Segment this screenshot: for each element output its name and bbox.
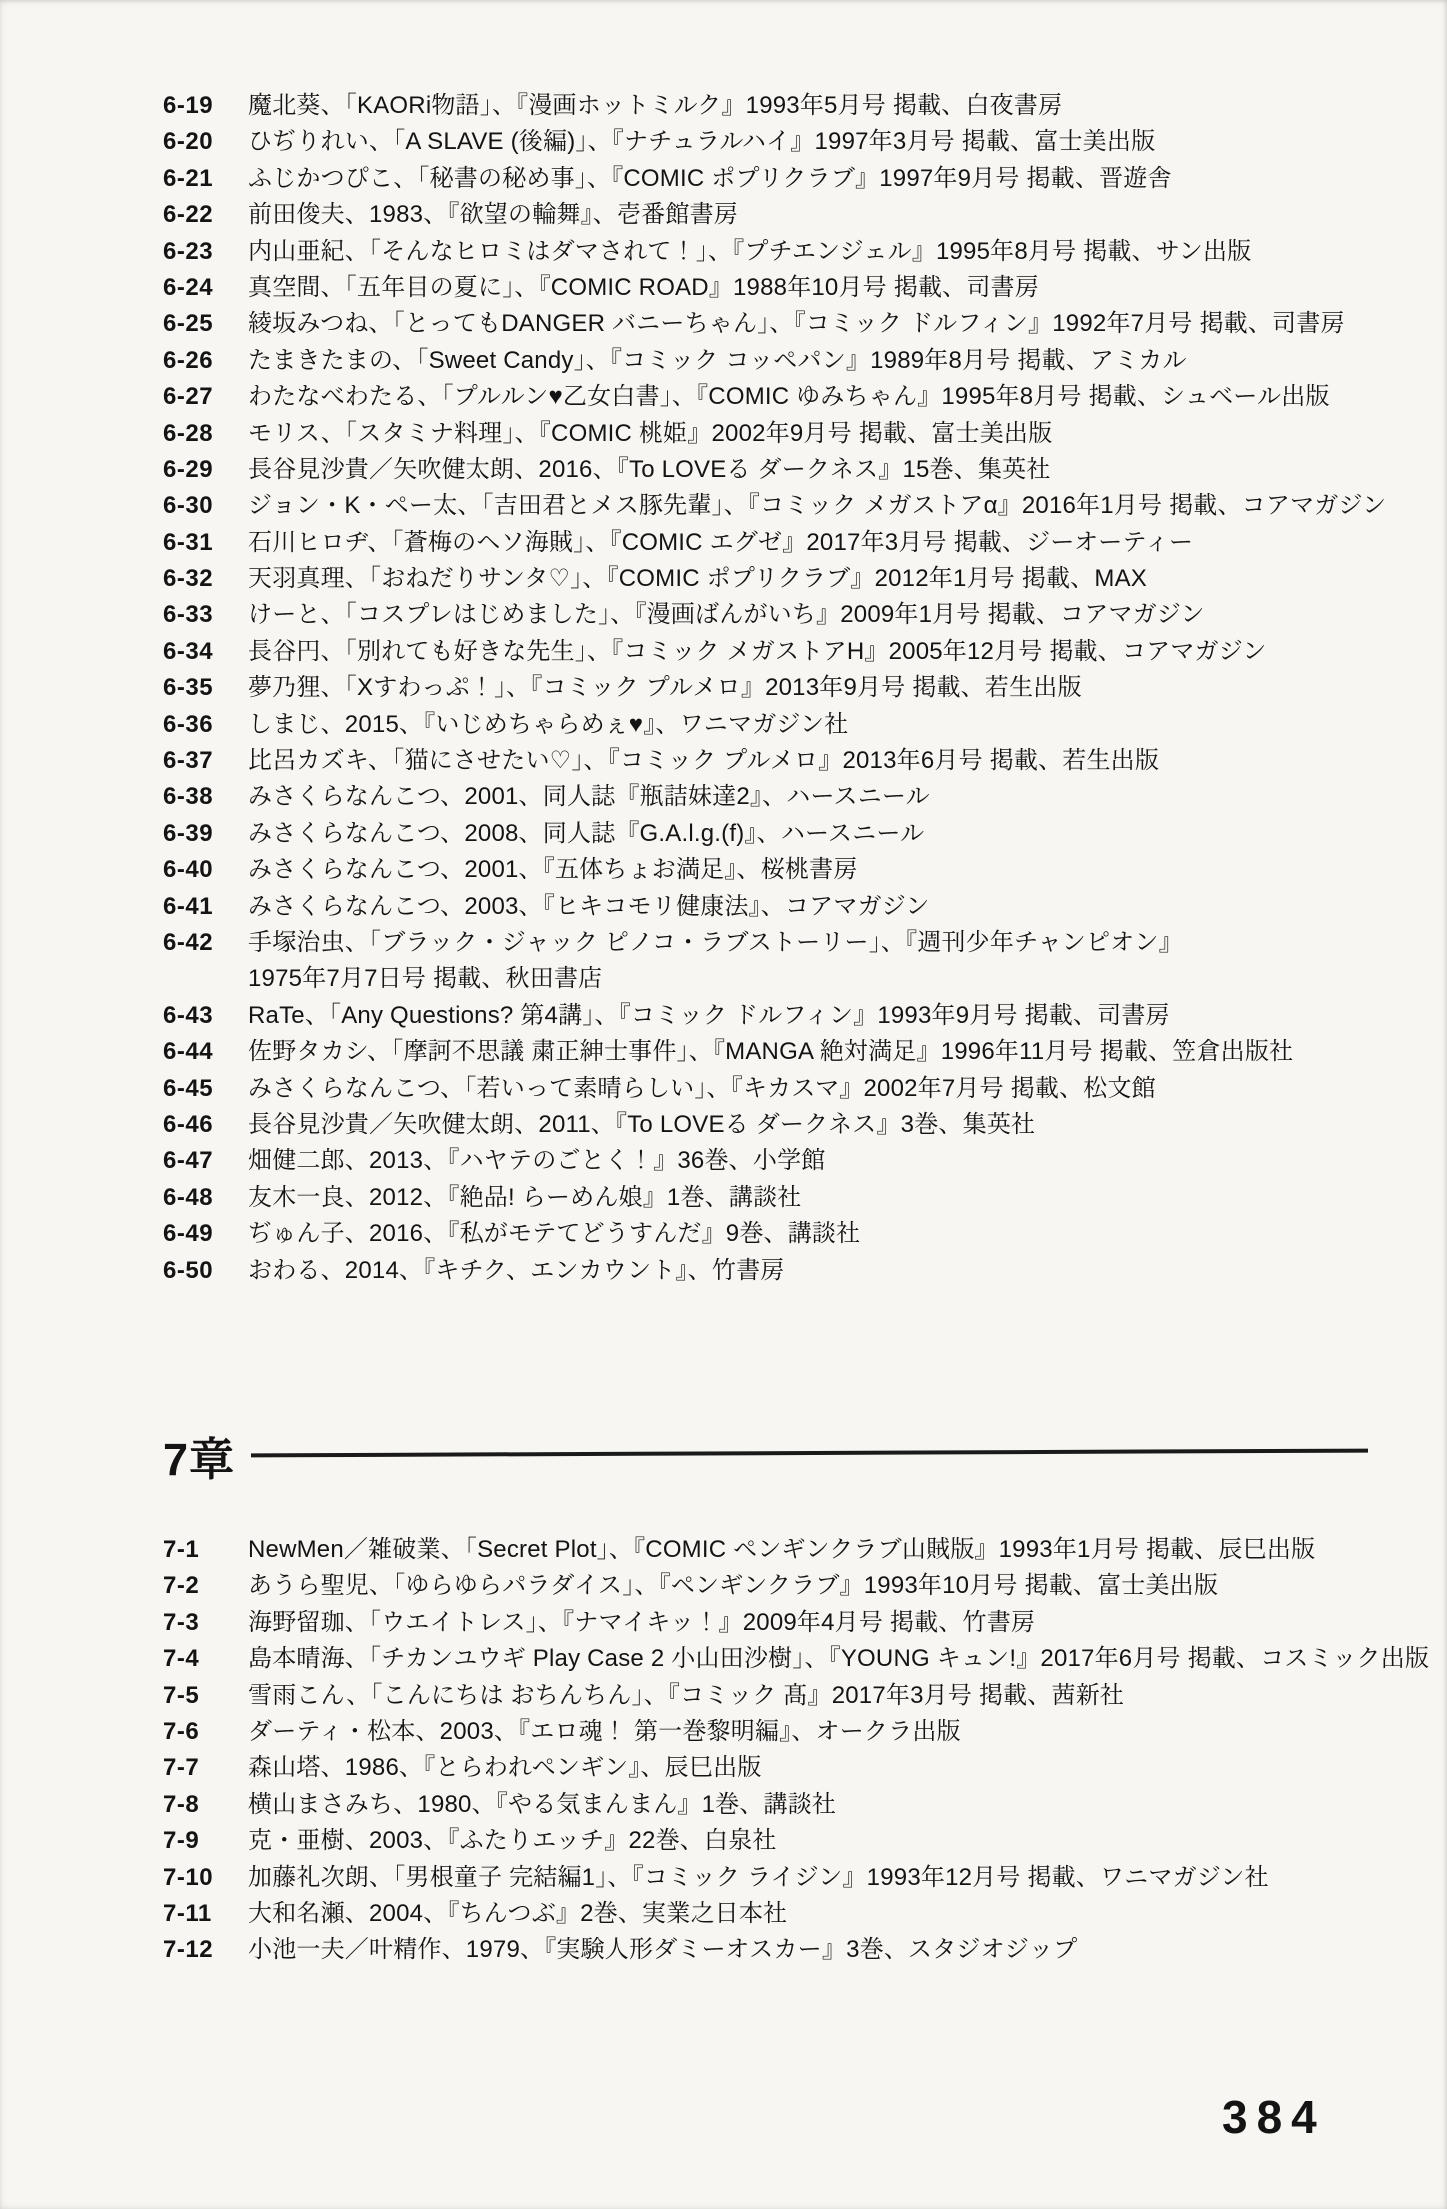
reference-entry bbox=[163, 1787, 1429, 1823]
reference-entry-number: 6-35 bbox=[163, 674, 214, 702]
reference-entry-text: 小池一夫／叶精作、1979、『実験人形ダミーオスカー』3巻、スタジオジップ bbox=[248, 1936, 1078, 1964]
reference-entry bbox=[163, 670, 1386, 706]
reference-entry bbox=[163, 597, 1386, 633]
reference-entry-text: 友木一良、2012、『絶品! らーめん娘』1巻、講談社 bbox=[248, 1183, 802, 1211]
reference-entry-number: 7-7 bbox=[163, 1754, 200, 1782]
reference-entry bbox=[163, 1896, 1429, 1932]
reference-entry bbox=[163, 416, 1386, 452]
reference-entry bbox=[163, 1253, 1386, 1289]
reference-entry-text: 克・亜樹、2003、『ふたりエッチ』22巻、白泉社 bbox=[248, 1827, 777, 1855]
reference-entry-text: 天羽真理、「おねだりサンタ♡」、『COMIC ポプリクラブ』2012年1月号 掲載、MAX bbox=[248, 565, 1147, 593]
reference-entry bbox=[163, 889, 1386, 925]
reference-entry-number: 7-3 bbox=[163, 1608, 200, 1636]
reference-entry-number: 6-41 bbox=[163, 892, 214, 920]
reference-entry-text: 海野留珈、「ウエイトレス」、『ナマイキッ！』2009年4月号 掲載、竹書房 bbox=[248, 1608, 1036, 1636]
reference-entry-text: 前田俊夫、1983、『欲望の輪舞』、壱番館書房 bbox=[248, 201, 738, 229]
reference-entry-number: 6-30 bbox=[163, 492, 214, 520]
page-number: 384 bbox=[1222, 2091, 1326, 2143]
reference-entry bbox=[163, 925, 1386, 961]
reference-entry-text: おわる、2014、『キチク、エンカウント』、竹書房 bbox=[248, 1256, 785, 1284]
chapter7-heading-rule bbox=[251, 1448, 1368, 1457]
reference-entry-number: 6-43 bbox=[163, 1001, 214, 1029]
reference-entry bbox=[163, 1216, 1386, 1252]
reference-entry-text: わたなべわたる、「プルルン♥乙女白書」、『COMIC ゆみちゃん』1995年8月号 掲載、シュベール出版 bbox=[248, 383, 1330, 411]
chapter6-reference-list bbox=[163, 88, 1386, 1289]
reference-entry bbox=[163, 1532, 1429, 1568]
reference-entry-number: 6-46 bbox=[163, 1110, 214, 1138]
reference-entry bbox=[163, 1678, 1429, 1714]
chapter7-section-heading bbox=[163, 1434, 1368, 1485]
reference-entry bbox=[163, 1034, 1386, 1070]
reference-entry-number: 6-50 bbox=[163, 1256, 214, 1284]
chapter7-reference-list bbox=[163, 1532, 1429, 1969]
reference-entry bbox=[163, 816, 1386, 852]
reference-entry-text: モリス、「スタミナ料理」、『COMIC 桃姫』2002年9月号 掲載、富士美出版 bbox=[248, 419, 1053, 447]
reference-entry bbox=[163, 234, 1386, 270]
reference-entry-text: 横山まさみち、1980、『やる気まんまん』1巻、講談社 bbox=[248, 1790, 837, 1818]
reference-entry-text: 長谷見沙貴／矢吹健太朗、2011、『To LOVEる ダークネス』3巻、集英社 bbox=[248, 1110, 1036, 1138]
reference-entry-number: 6-48 bbox=[163, 1183, 214, 1211]
reference-entry-number: 6-28 bbox=[163, 419, 214, 447]
reference-entry bbox=[163, 561, 1386, 597]
reference-entry bbox=[163, 779, 1386, 815]
reference-entry bbox=[163, 961, 1386, 997]
reference-entry-text: 手塚治虫、「ブラック・ジャック ピノコ・ラブストーリー」、『週刊少年チャンピオン』 bbox=[248, 928, 1183, 956]
reference-entry-number: 6-23 bbox=[163, 237, 214, 265]
reference-entry-number: 6-45 bbox=[163, 1074, 214, 1102]
reference-entry-text: たまきたまの、「Sweet Candy」、『コミック コッペパン』1989年8月号 掲載、アミカル bbox=[248, 346, 1187, 374]
reference-entry-number: 7-8 bbox=[163, 1790, 200, 1818]
reference-entry-number: 7-4 bbox=[163, 1645, 200, 1673]
reference-entry-number: 7-5 bbox=[163, 1681, 200, 1709]
reference-entry-text: みさくらなんこつ、2003、『ヒキコモリ健康法』、コアマガジン bbox=[248, 892, 930, 920]
reference-entry bbox=[163, 707, 1386, 743]
reference-entry-number: 6-27 bbox=[163, 383, 214, 411]
reference-entry-text: 長谷見沙貴／矢吹健太朗、2016、『To LOVEる ダークネス』15巻、集英社 bbox=[248, 455, 1051, 483]
reference-entry-number: 6-34 bbox=[163, 637, 214, 665]
reference-entry bbox=[163, 124, 1386, 160]
reference-entry bbox=[163, 88, 1386, 124]
reference-entry-number: 6-47 bbox=[163, 1147, 214, 1175]
reference-entry-number: 6-36 bbox=[163, 710, 214, 738]
reference-entry-text: 魔北葵、「KAORi物語」、『漫画ホットミルク』1993年5月号 掲載、白夜書房 bbox=[248, 92, 1063, 119]
reference-entry bbox=[163, 852, 1386, 888]
reference-entry-number: 6-21 bbox=[163, 164, 214, 192]
reference-entry bbox=[163, 1568, 1429, 1604]
reference-entry-number: 6-25 bbox=[163, 310, 214, 338]
reference-entry-number: 7-10 bbox=[163, 1863, 214, 1891]
reference-entry-text: 大和名瀬、2004、『ちんつぶ』2巻、実業之日本社 bbox=[248, 1899, 788, 1927]
reference-entry-number: 6-20 bbox=[163, 128, 214, 156]
reference-entry bbox=[163, 1107, 1386, 1143]
reference-entry bbox=[163, 1823, 1429, 1859]
reference-entry bbox=[163, 452, 1386, 488]
reference-entry-text: けーと、「コスプレはじめました」、『漫画ばんがいち』2009年1月号 掲載、コアマガジン bbox=[248, 601, 1205, 629]
reference-entry bbox=[163, 1750, 1429, 1786]
reference-entry-text: 石川ヒロヂ、「蒼梅のヘソ海賊」、『COMIC エグゼ』2017年3月号 掲載、ジーオーティー bbox=[248, 528, 1194, 556]
reference-entry-text: みさくらなんこつ、2001、同人誌『瓶詰妹達2』、ハースニール bbox=[248, 783, 930, 811]
reference-entry-text: あうら聖児、「ゆらゆらパラダイス」、『ペンギンクラブ』1993年10月号 掲載、富士美出版 bbox=[248, 1572, 1219, 1600]
reference-entry bbox=[163, 1071, 1386, 1107]
reference-entry bbox=[163, 525, 1386, 561]
reference-entry-number: 6-33 bbox=[163, 601, 214, 629]
reference-entry-number: 6-31 bbox=[163, 528, 214, 556]
reference-entry bbox=[163, 379, 1386, 415]
reference-entry-number: 7-12 bbox=[163, 1936, 214, 1964]
reference-entry-text: 綾坂みつね、「とってもDANGER バニーちゃん」、『コミック ドルフィン』1992年7月号 掲載、司書房 bbox=[248, 310, 1345, 338]
reference-entry-text: みさくらなんこつ、「若いって素晴らしい」、『キカスマ』2002年7月号 掲載、松文館 bbox=[248, 1074, 1156, 1102]
reference-entry-number: 7-2 bbox=[163, 1572, 200, 1600]
reference-entry-text: RaTe、「Any Questions? 第4講」、『コミック ドルフィン』1993年9月号 掲載、司書房 bbox=[248, 1001, 1170, 1029]
reference-entry-text: 島本晴海、「チカンユウギ Play Case 2 小山田沙樹」、『YOUNG キュン!』2017年6月号 掲載、コスミック出版 bbox=[248, 1645, 1430, 1673]
reference-entry-text: みさくらなんこつ、2001、『五体ちょお満足』、桜桃書房 bbox=[248, 856, 858, 884]
reference-entry bbox=[163, 161, 1386, 197]
reference-entry-text: 夢乃狸、「Xすわっぷ！」、『コミック プルメロ』2013年9月号 掲載、若生出版 bbox=[248, 674, 1082, 702]
reference-entry bbox=[163, 1143, 1386, 1179]
reference-entry bbox=[163, 343, 1386, 379]
reference-entry-number: 6-42 bbox=[163, 928, 214, 956]
reference-entry bbox=[163, 634, 1386, 670]
reference-entry-number: 6-40 bbox=[163, 856, 214, 884]
reference-entry-text: 長谷円、「別れても好きな先生」、『コミック メガストアH』2005年12月号 掲載、コアマガジン bbox=[248, 637, 1267, 665]
reference-entry-text: 1975年7月7日号 掲載、秋田書店 bbox=[248, 965, 603, 993]
reference-entry bbox=[163, 998, 1386, 1034]
reference-entry bbox=[163, 1641, 1429, 1677]
reference-entry bbox=[163, 488, 1386, 524]
reference-entry-text: しまじ、2015、『いじめちゃらめぇ♥』、ワニマガジン社 bbox=[248, 710, 849, 738]
reference-entry-text: 比呂カズキ、「猫にさせたい♡」、『コミック プルメロ』2013年6月号 掲載、若生出版 bbox=[248, 747, 1160, 775]
reference-entry-number: 6-37 bbox=[163, 747, 214, 775]
reference-entry bbox=[163, 306, 1386, 342]
reference-entry bbox=[163, 1180, 1386, 1216]
reference-entry-number: 7-11 bbox=[163, 1899, 212, 1927]
reference-entry-number: 6-19 bbox=[163, 92, 214, 119]
reference-entry-number: 6-49 bbox=[163, 1220, 214, 1248]
reference-entry bbox=[163, 743, 1386, 779]
reference-entry-text: 雪雨こん、「こんにちは おちんちん」、『コミック 髙』2017年3月号 掲載、茜新社 bbox=[248, 1681, 1125, 1709]
reference-entry-number: 6-29 bbox=[163, 455, 214, 483]
reference-entry-text: ぢゅん子、2016、『私がモテてどうすんだ』9巻、講談社 bbox=[248, 1220, 861, 1248]
reference-entry-number: 6-32 bbox=[163, 565, 214, 593]
reference-entry bbox=[163, 1714, 1429, 1750]
reference-entry-text: ひぢりれい、「A SLAVE (後編)」、『ナチュラルハイ』1997年3月号 掲載、富士美出版 bbox=[248, 128, 1156, 156]
reference-entry-text: 加藤礼次朗、「男根童子 完結編1」、『コミック ライジン』1993年12月号 掲載、ワニマガジン社 bbox=[248, 1863, 1269, 1891]
reference-entry-number: 6-39 bbox=[163, 819, 214, 847]
reference-entry-text: 佐野タカシ、「摩訶不思議 粛正紳士事件」、『MANGA 絶対満足』1996年11月号 掲載、笠倉出版社 bbox=[248, 1038, 1294, 1066]
reference-entry bbox=[163, 1860, 1429, 1896]
reference-entry-text: ジョン・K・ペー太、「吉田君とメス豚先輩」、『コミック メガストアα』2016年1月号 掲載、コアマガジン bbox=[248, 492, 1387, 520]
chapter7-heading-label: 7章 bbox=[163, 1434, 236, 1485]
reference-entry-text: 畑健二郎、2013、『ハヤテのごとく！』36巻、小学館 bbox=[248, 1147, 826, 1175]
reference-entry-number: 6-22 bbox=[163, 201, 214, 229]
reference-entry-number: 6-38 bbox=[163, 783, 214, 811]
reference-entry-number: 7-9 bbox=[163, 1827, 200, 1855]
reference-entry bbox=[163, 270, 1386, 306]
reference-entry-text: 内山亜紀、「そんなヒロミはダマされて！」、『プチエンジェル』1995年8月号 掲載、サン出版 bbox=[248, 237, 1252, 265]
reference-entry-number: 7-1 bbox=[163, 1536, 200, 1563]
reference-entry-text: 真空間、「五年目の夏に」、『COMIC ROAD』1988年10月号 掲載、司書房 bbox=[248, 273, 1039, 301]
reference-entry-number: 6-26 bbox=[163, 346, 214, 374]
reference-entry-text: みさくらなんこつ、2008、同人誌『G.A.l.g.(f)』、ハースニール bbox=[248, 819, 925, 847]
reference-entry bbox=[163, 197, 1386, 233]
reference-entry-text: ふじかつぴこ、「秘書の秘め事」、『COMIC ポプリクラブ』1997年9月号 掲載、晋遊舎 bbox=[248, 164, 1172, 192]
reference-entry-text: 森山塔、1986、『とらわれペンギン』、辰巳出版 bbox=[248, 1754, 762, 1782]
reference-entry-number: 7-6 bbox=[163, 1717, 200, 1745]
reference-entry bbox=[163, 1605, 1429, 1641]
reference-entry-number: 6-44 bbox=[163, 1038, 214, 1066]
reference-entry bbox=[163, 1932, 1429, 1968]
reference-entry-number: 6-24 bbox=[163, 273, 214, 301]
reference-entry-text: ダーティ・松本、2003、『エロ魂！ 第一巻黎明編』、オークラ出版 bbox=[248, 1717, 961, 1745]
reference-entry-text: NewMen／雑破業、「Secret Plot」、『COMIC ペンギンクラブ山賊版』1993年1月号 掲載、辰巳出版 bbox=[248, 1536, 1316, 1563]
